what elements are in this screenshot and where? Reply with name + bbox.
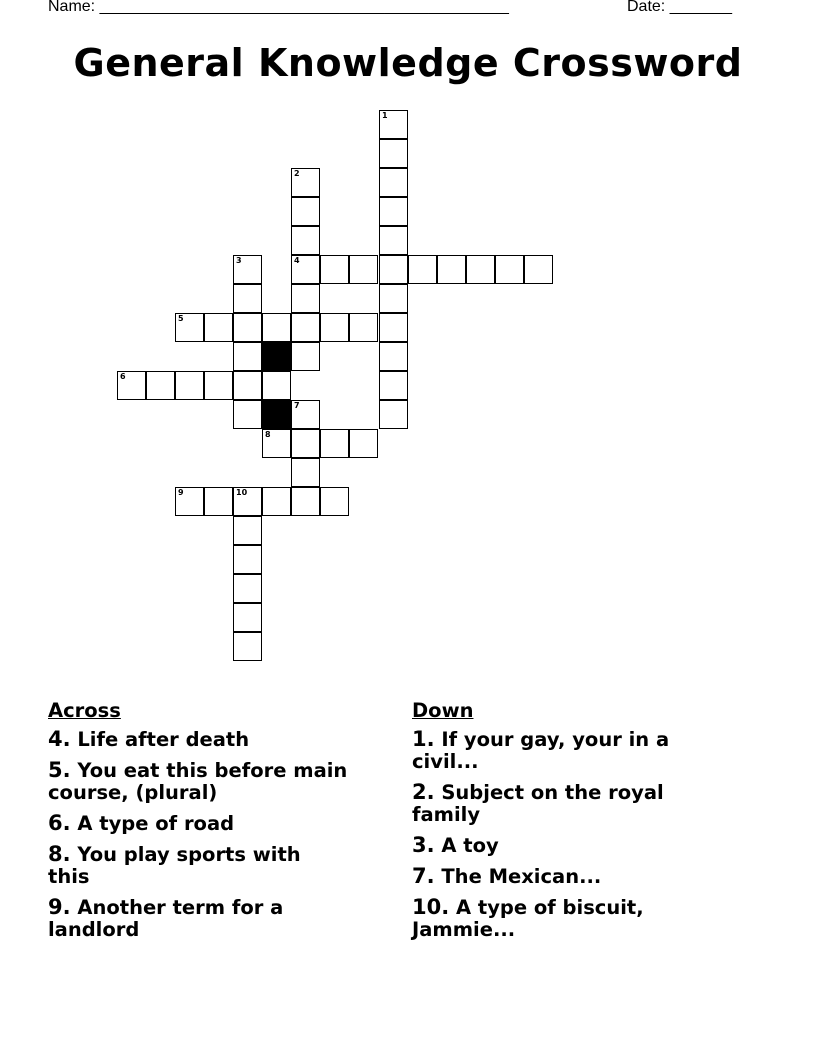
down-heading: Down bbox=[412, 699, 474, 722]
black-cell bbox=[262, 342, 291, 371]
cell-number: 2 bbox=[294, 169, 300, 178]
grid-cell[interactable] bbox=[233, 574, 262, 603]
grid-cell[interactable] bbox=[495, 255, 524, 284]
grid-cell[interactable] bbox=[408, 255, 437, 284]
grid-cell[interactable] bbox=[379, 139, 408, 168]
grid-cell[interactable] bbox=[233, 632, 262, 661]
grid-cell[interactable] bbox=[175, 371, 204, 400]
grid-cell[interactable] bbox=[233, 342, 262, 371]
grid-cell[interactable] bbox=[262, 371, 291, 400]
grid-cell[interactable] bbox=[291, 168, 320, 197]
grid-cell[interactable] bbox=[175, 487, 204, 516]
cell-number: 4 bbox=[294, 256, 300, 265]
across-heading: Across bbox=[48, 699, 121, 722]
grid-cell[interactable] bbox=[262, 487, 291, 516]
grid-cell[interactable] bbox=[437, 255, 466, 284]
grid-cell[interactable] bbox=[320, 255, 349, 284]
grid-cell[interactable] bbox=[466, 255, 495, 284]
clue-down-2: 2. Subject on the royal family bbox=[412, 780, 664, 826]
grid-cell[interactable] bbox=[233, 255, 262, 284]
grid-cell[interactable] bbox=[175, 313, 204, 342]
grid-cell[interactable] bbox=[233, 284, 262, 313]
grid-cell[interactable] bbox=[146, 371, 175, 400]
grid-cell[interactable] bbox=[291, 458, 320, 487]
cell-number: 8 bbox=[265, 430, 271, 439]
page-title: General Knowledge Crossword bbox=[73, 41, 743, 85]
grid-cell[interactable] bbox=[233, 545, 262, 574]
cell-number: 3 bbox=[236, 256, 242, 265]
clue-across-8: 8. You play sports with this bbox=[48, 842, 301, 888]
cell-number: 10 bbox=[236, 488, 248, 497]
grid-cell[interactable] bbox=[320, 487, 349, 516]
grid-cell[interactable] bbox=[291, 197, 320, 226]
grid-cell[interactable] bbox=[233, 603, 262, 632]
grid-cell[interactable] bbox=[204, 487, 233, 516]
grid-cell[interactable] bbox=[379, 400, 408, 429]
grid-cell[interactable] bbox=[379, 371, 408, 400]
grid-cell[interactable] bbox=[262, 313, 291, 342]
grid-cell[interactable] bbox=[379, 226, 408, 255]
grid-cell[interactable] bbox=[233, 400, 262, 429]
grid-cell[interactable] bbox=[349, 313, 378, 342]
grid-cell[interactable] bbox=[291, 400, 320, 429]
grid-cell[interactable] bbox=[349, 255, 378, 284]
date-field: Date: _______ bbox=[627, 0, 732, 15]
name-field: Name: ______________________________________________ bbox=[48, 0, 509, 15]
grid-cell[interactable] bbox=[291, 284, 320, 313]
cell-number: 5 bbox=[178, 314, 184, 323]
grid-cell[interactable] bbox=[320, 429, 349, 458]
grid-cell[interactable] bbox=[379, 284, 408, 313]
clue-across-4: 4. Life after death bbox=[48, 727, 250, 751]
grid-cell[interactable] bbox=[233, 487, 262, 516]
clue-across-5: 5. You eat this before main course, (plural) bbox=[48, 758, 348, 804]
grid-cell[interactable] bbox=[204, 313, 233, 342]
grid-cell[interactable] bbox=[379, 342, 408, 371]
black-cell bbox=[262, 400, 291, 429]
cell-number: 7 bbox=[294, 401, 300, 410]
grid-cell[interactable] bbox=[262, 429, 291, 458]
grid-cell[interactable] bbox=[379, 197, 408, 226]
grid-cell[interactable] bbox=[291, 429, 320, 458]
cell-number: 9 bbox=[178, 488, 184, 497]
grid-cell[interactable] bbox=[291, 342, 320, 371]
grid-cell[interactable] bbox=[291, 487, 320, 516]
down-clues bbox=[412, 700, 712, 949]
grid-cell[interactable] bbox=[117, 371, 146, 400]
grid-cell[interactable] bbox=[291, 313, 320, 342]
clue-across-9: 9. Another term for a landlord bbox=[48, 895, 284, 941]
clue-down-1: 1. If your gay, your in a civil... bbox=[412, 727, 670, 773]
grid-cell[interactable] bbox=[233, 371, 262, 400]
grid-cell[interactable] bbox=[379, 255, 408, 284]
clue-down-3: 3. A toy bbox=[412, 833, 499, 857]
grid-cell[interactable] bbox=[320, 313, 349, 342]
cell-number: 6 bbox=[120, 372, 126, 381]
grid-cell[interactable] bbox=[291, 226, 320, 255]
grid-cell[interactable] bbox=[204, 371, 233, 400]
grid-cell[interactable] bbox=[233, 313, 262, 342]
clue-down-7: 7. The Mexican... bbox=[412, 864, 602, 888]
clue-down-10: 10. A type of biscuit, Jammie... bbox=[412, 895, 644, 941]
grid-cell[interactable] bbox=[379, 110, 408, 139]
grid-cell[interactable] bbox=[379, 313, 408, 342]
clue-across-6: 6. A type of road bbox=[48, 811, 235, 835]
cell-number: 1 bbox=[382, 111, 388, 120]
across-clues bbox=[48, 700, 348, 949]
grid-cell[interactable] bbox=[524, 255, 553, 284]
grid-cell[interactable] bbox=[379, 168, 408, 197]
grid-cell[interactable] bbox=[233, 516, 262, 545]
grid-cell[interactable] bbox=[349, 429, 378, 458]
grid-cell[interactable] bbox=[291, 255, 320, 284]
